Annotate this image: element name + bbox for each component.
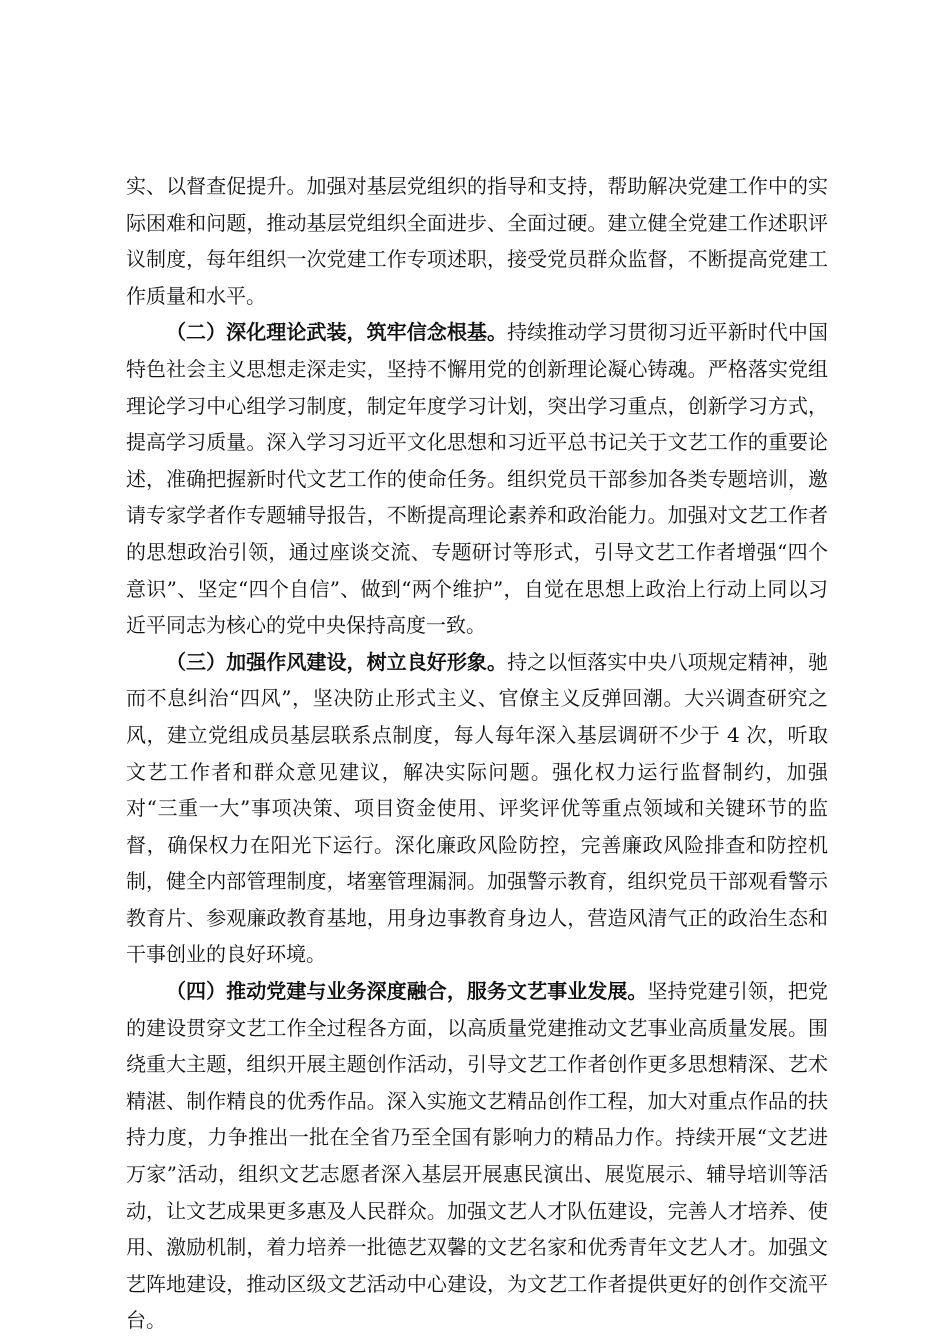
section-heading: （二）深化理论武装，筑牢信念根基。: [166, 320, 508, 345]
document-page: [126, 168, 828, 1339]
paragraph-body: 实、以督查促提升。加强对基层党组织的指导和支持，帮助解决党建工作中的实际困难和问题，推动基层党组织全面进步、全面过硬。建立健全党建工作述职评议制度，每年组织一次党建工作专项述职，接受党员群众监督，不断提高党建工作质量和水平。: [126, 174, 828, 308]
paragraph-section-3: [126, 644, 828, 973]
paragraph-body: 坚持党建引领，把党的建设贯穿文艺工作全过程各方面，以高质量党建推动文艺事业高质量发展。围绕重大主题，组织开展主题创作活动，引导文艺工作者创作更多思想精深、艺术精湛、制作精良的优秀作品。深入实施文艺精品创作工程，加大对重点作品的扶持力度，力争推出一批在全省乃至全国有影响力的精品力作。持续开展“文艺进万家”活动，组织文艺志愿者深入基层开展惠民演出、展览展示、辅导培训等活动，让文艺成果更多惠及人民群众。加强文艺人才队伍建设，完善人才培养、使用、激励机制，着力培养一批德艺双馨的文艺名家和优秀青年文艺人才。加强文艺阵地建设，推动区级文艺活动中心建设，为文艺工作者提供更好的创作交流平台。: [126, 979, 828, 1333]
paragraph-body: 持续推动学习贯彻习近平新时代中国特色社会主义思想走深走实，坚持不懈用党的创新理论凝心铸魂。严格落实党组理论学习中心组学习制度，制定年度学习计划，突出学习重点，创新学习方式，提高学习质量。深入学习习近平文化思想和习近平总书记关于文艺工作的重要论述，准确把握新时代文艺工作的使命任务。组织党员干部参加各类专题培训，邀请专家学者作专题辅导报告，不断提高理论素养和政治能力。加强对文艺工作者的思想政治引领，通过座谈交流、专题研讨等形式，引导文艺工作者增强“四个意识”、坚定“四个自信”、做到“两个维护”，自觉在思想上政治上行动上同以习近平同志为核心的党中央保持高度一致。: [126, 320, 828, 638]
paragraph-body: 持之以恒落实中央八项规定精神，驰而不息纠治“四风”，坚决防止形式主义、官僚主义反弹回潮。大兴调查研究之风，建立党组成员基层联系点制度，每人每年深入基层调研不少于 4 次，听取文艺工作者和群众意见建议，解决实际问题。强化权力运行监督制约，加强对“三重一大”事项决策、项目资金使用、评奖评优等重点领域和关键环节的监督，确保权力在阳光下运行。深化廉政风险防控，完善廉政风险排查和防控机制，健全内部管理制度，堵塞管理漏洞。加强警示教育，组织党员干部观看警示教育片、参观廉政教育基地，用身边事教育身边人，营造风清气正的政治生态和干事创业的良好环境。: [126, 649, 828, 967]
section-heading: （三）加强作风建设，树立良好形象。: [166, 649, 508, 674]
section-heading: （四）推动党建与业务深度融合，服务文艺事业发展。: [166, 979, 648, 1004]
paragraph-section-2: [126, 314, 828, 643]
paragraph-section-4: [126, 973, 828, 1339]
paragraph-continued: [126, 168, 828, 314]
